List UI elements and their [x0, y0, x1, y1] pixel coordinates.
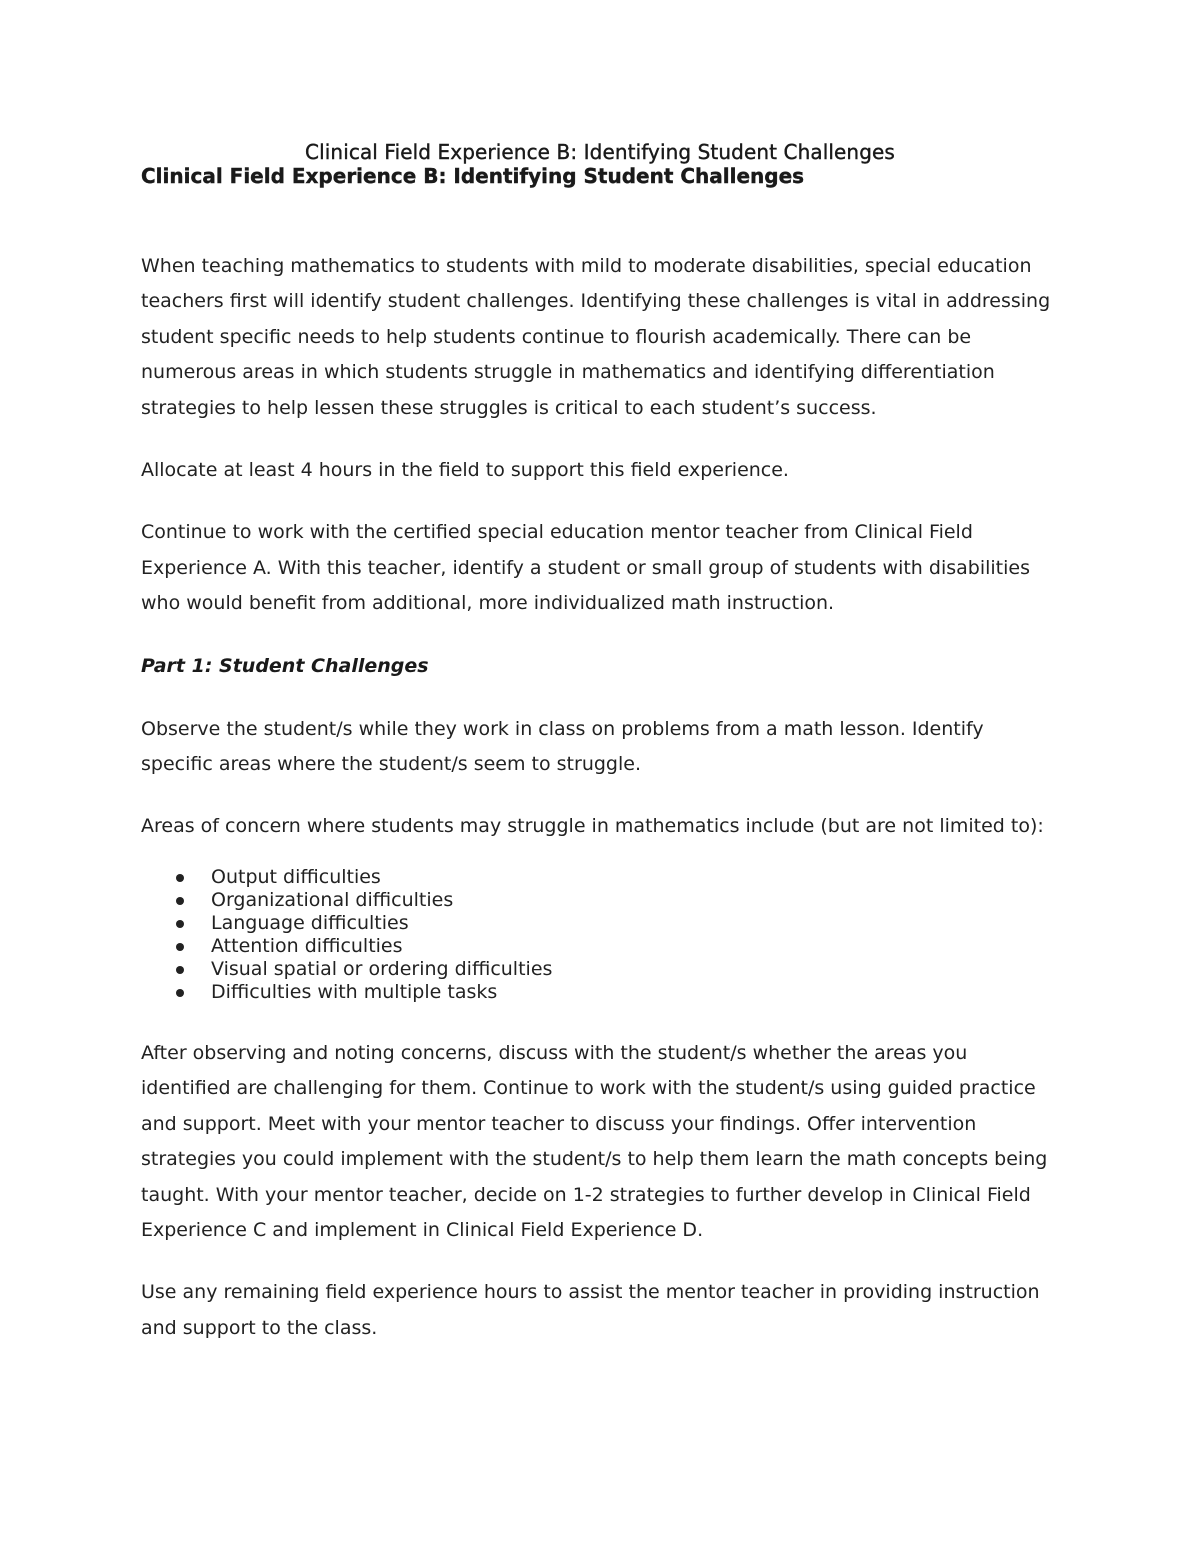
concern-list — [141, 866, 1061, 1004]
mentor-paragraph: Continue to work with the certified special education mentor teacher from Clinical Field Experience A. With this teacher, identify a student or small group of students with disabilities who would benefit from additional, more individualized math instruction. — [141, 521, 1030, 615]
list-item: Attention difficulties — [141, 935, 1061, 958]
areas-paragraph: Areas of concern where students may struggle in mathematics include (but are not limited to): — [141, 815, 1044, 838]
document-title-centered: Clinical Field Experience B: Identifying Student Challenges — [305, 140, 895, 164]
intro-paragraph: When teaching mathematics to students with mild to moderate disabilities, special education teachers first will identify student challenges. Identifying these challenges is vital in addressing student specific needs to help students continue to flourish academically. There can be numerous areas in which students struggle in mathematics and identifying differentiation strategies to help lessen these struggles is critical to each student’s success. — [141, 255, 1051, 419]
document-body — [141, 249, 1061, 1373]
list-item: Difficulties with multiple tasks — [141, 981, 1061, 1004]
list-item: Visual spatial or ordering difficulties — [141, 958, 1061, 981]
hours-paragraph: Allocate at least 4 hours in the field to support this field experience. — [141, 459, 789, 482]
after-observing-paragraph: After observing and noting concerns, discuss with the student/s whether the areas you identified are challenging for them. Continue to work with the student/s using guided practice and support. Meet with your mentor teacher to discuss your findings. Offer intervention strategies you could implement with the student/s to help them learn the math concepts being taught. With your mentor teacher, decide on 1-2 strategies to further develop in Clinical Field Experience C and implement in Clinical Field Experience D. — [141, 1041, 1048, 1241]
list-item: Organizational difficulties — [141, 889, 1061, 912]
part1-heading: Part 1: Student Challenges — [141, 654, 429, 677]
remaining-hours-paragraph: Use any remaining field experience hours to assist the mentor teacher in providing instruction and support to the class. — [141, 1281, 1040, 1339]
document-title-left: Clinical Field Experience B: Identifying Student Challenges — [141, 164, 805, 188]
list-item: Language difficulties — [141, 912, 1061, 935]
list-item: Output difficulties — [141, 866, 1061, 889]
observe-paragraph: Observe the student/s while they work in class on problems from a math lesson. Identify specific areas where the student/s seem to struggle. — [141, 717, 984, 776]
